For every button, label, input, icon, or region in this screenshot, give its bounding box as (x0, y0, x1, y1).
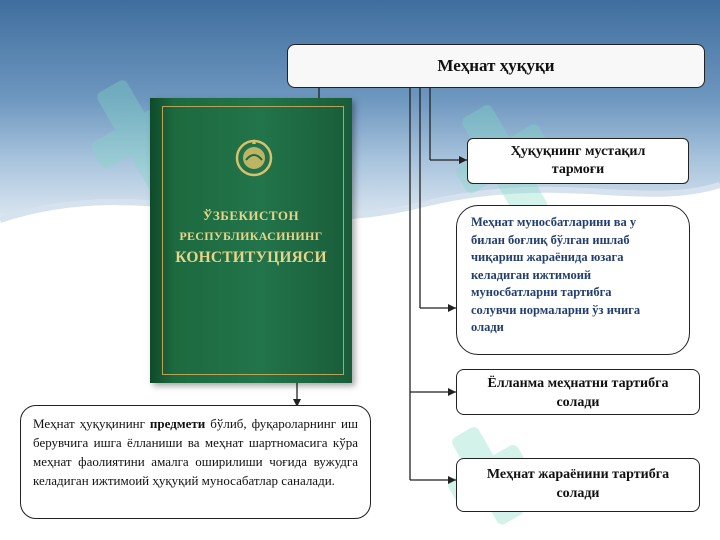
item-line: чиқариш жараёнида юзага (471, 250, 624, 264)
book-title-line3: КОНСТИТУЦИЯСИ (175, 249, 327, 266)
description-text: бўлиб, фуқароларнинг иш берувчига ишга ёлланиши ва меҳнат шартномасига кўра меҳнат фаолиятини амалга оширилиши чоғида вужудга келадиган ижтимоий ҳуқуқий муносабатлар саналади. (33, 416, 358, 488)
item-line: олади (471, 320, 504, 334)
item-line: солади (556, 486, 600, 501)
item-line: Ёлланма меҳнатни тартибга (487, 376, 669, 391)
constitution-book (150, 98, 352, 383)
subject-description (20, 405, 371, 519)
item-line: солади (556, 395, 600, 410)
item-line: Меҳнат муносбатларини ва у (471, 215, 637, 229)
item-independent-branch (467, 138, 689, 184)
item-line: билан боғлиқ бўлган ишлаб (471, 232, 630, 247)
item-labor-process (456, 458, 700, 512)
item-line: келадиган ижтимоий (471, 267, 592, 282)
book-title-line1: ЎЗБЕКИСТОН (202, 208, 300, 223)
item-line: солувчи нормаларни ўз ичига (471, 302, 641, 317)
item-hired-labor (456, 369, 700, 415)
description-bold-term: предмети (149, 416, 206, 431)
item-norms (456, 205, 690, 355)
state-emblem-icon (234, 136, 274, 180)
item-line: муносбатларни тартибга (471, 285, 612, 299)
item-line: тармоғи (551, 162, 605, 177)
item-line: Меҳнат жараёнини тартибга (486, 467, 670, 482)
book-title-line2: РЕСПУБЛИКАСИНИНГ (179, 229, 323, 243)
description-text: Меҳнат ҳуқуқининг (33, 416, 150, 431)
item-line: Ҳуқуқнинг мустақил (510, 144, 646, 159)
diagram-title: Меҳнат ҳуқуқи (287, 44, 705, 88)
